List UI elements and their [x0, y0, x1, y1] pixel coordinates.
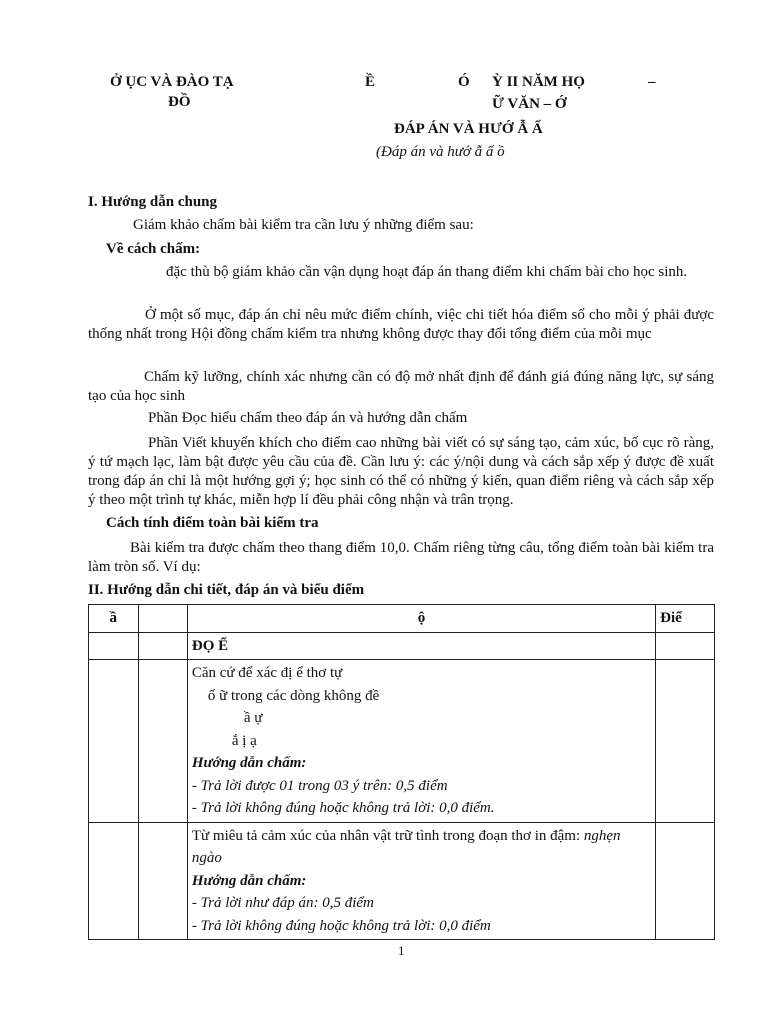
grading-note-5: Phần Viết khuyến khích cho điểm cao những bài viết có sự sáng tạo, cảm xúc, bố cục rõ ràng, ý tứ mạch lạc, làm bật được yêu cầu của đề. Cần lưu ý: các ý/nội dung và cách sắp xếp ý được đề xuất trong đáp án chỉ là một hướng gợi ý; học sinh có thể có những ý kiến, quan điểm riêng và cách sắp xếp ý theo một trình tự khác, miễn hợp lí đều phải công nhận và trân trọng. — [88, 435, 714, 508]
question-2-answer: nghẹn ngào — [191, 827, 621, 866]
grading-note-2: Ở một số mục, đáp án chỉ nêu mức điểm chính, việc chi tiết hóa điểm số cho mỗi ý phải được thống nhất trong Hội đồng chấm kiểm tra nhưng không được thay đổi tổng điểm của mỗi mục — [88, 307, 714, 342]
exam-title-dash: – — [648, 74, 656, 90]
grading-note-3: Chấm kỹ lưỡng, chính xác nhưng cần có độ mở nhất định để đánh giá đúng năng lực, sự sáng tạo của học sinh — [88, 369, 714, 404]
exam-subject: Ữ VĂN – Ớ — [492, 96, 567, 112]
page-number: 1 — [398, 943, 405, 958]
grading-guide-label: Hướng dẫn chấm: — [191, 755, 307, 771]
section-general-heading: I. Hướng dẫn chung — [88, 194, 218, 210]
table-row-question-1 — [89, 660, 715, 823]
answer-key-title: ĐÁP ÁN VÀ HƯỚ Ẫ Ấ — [394, 121, 543, 137]
column-header-part: ầ — [89, 605, 139, 633]
table-row-question-2 — [89, 822, 715, 940]
answer-table — [88, 604, 715, 940]
grading-note-4: Phần Đọc hiểu chấm theo đáp án và hướng dẫn chấm — [148, 410, 468, 426]
column-header-question — [138, 605, 187, 633]
score-calc-text: Bài kiểm tra được chấm theo thang điểm 10,0. Chấm riêng từng câu, tổng điểm toàn bài kiểm tra làm tròn số. Ví dụ: — [88, 540, 714, 575]
column-header-content: ộ — [187, 605, 655, 633]
score-calc-heading: Cách tính điểm toàn bài kiểm tra — [106, 515, 319, 531]
table-row-part-title — [89, 632, 715, 660]
exam-title-part-a: Ó — [458, 74, 470, 90]
exam-title-part-b: Ỳ II NĂM HỌ — [492, 74, 585, 90]
grading-guide-label: Hướng dẫn chấm: — [191, 872, 307, 889]
section-detail-heading: II. Hướng dẫn chi tiết, đáp án và biểu điểm — [88, 582, 365, 598]
exam-code-mark: Ề — [365, 74, 376, 90]
department-name-line1: Ở ỤC VÀ ĐÀO TẠ — [110, 74, 234, 90]
grading-note-1: đặc thù bộ giám khảo cần vận dụng hoạt đáp án thang điểm khi chấm bài cho học sinh. — [166, 264, 688, 280]
department-name-line2: ĐỒ — [168, 94, 191, 110]
answer-key-subtitle: (Đáp án và hướ ẫ ấ ồ — [376, 144, 505, 160]
grading-method-heading: Về cách chấm: — [106, 241, 201, 257]
part-title: ĐỌ Ể — [187, 632, 655, 660]
table-header-row — [89, 605, 715, 633]
section-general-intro: Giám khảo chấm bài kiểm tra cần lưu ý những điểm sau: — [133, 217, 474, 233]
question-2-content: Từ miêu tả cảm xúc của nhân vật trữ tình trong đoạn thơ in đậm: nghẹn ngào Hướng dẫn chấm: - Trả lời như đáp án: 0,5 điểm - Trả lời không đúng hoặc không trả lời: 0,0 điểm — [187, 822, 655, 940]
question-1-content: Căn cứ để xác đị ể thơ tự ố ữ trong các dòng không đề ầ ự ắ ị ạ Hướng dẫn chấm: - Trả lời được 01 trong 03 ý trên: 0,5 điểm - Trả lời không đúng hoặc không trả lời: 0,0 điểm. — [187, 660, 655, 823]
column-header-score: Điể — [656, 605, 715, 633]
